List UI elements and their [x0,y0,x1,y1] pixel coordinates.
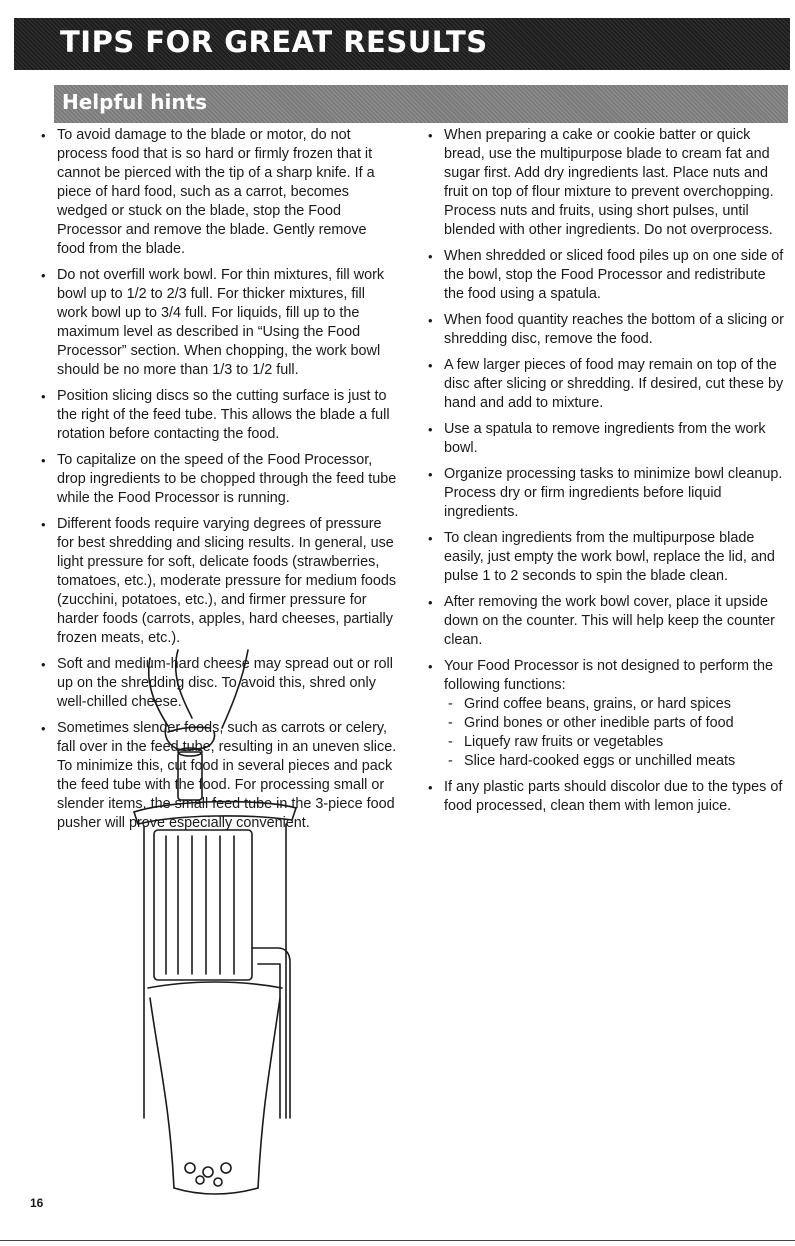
hint-item: • Use a spatula to remove ingredients from the work bowl. [425,420,787,458]
hint-item: • When preparing a cake or cookie batter or quick bread, use the multipurpose blade to cream fat and sugar first. Add dry ingredients last. Place nuts and fruit on top of flour mixture to prevent overchopping. Process nuts and fruits, using short pulses, until blended with other ingredients. Do not overprocess. [425,126,787,240]
hint-item: • After removing the work bowl cover, place it upside down on the counter. This will help keep the counter clean. [425,593,787,650]
hint-item-functions [425,657,787,771]
hint-item: • To capitalize on the speed of the Food Processor, drop ingredients to be chopped through the feed tube while the Food Processor is running. [38,451,398,508]
hint-intro: Your Food Processor is not designed to perform the following functions: [444,658,774,693]
page-number: 16 [30,1196,44,1210]
hints-right-column [425,126,787,823]
hint-item: • A few larger pieces of food may remain on top of the disc after slicing or shredding. If desired, cut these by hand and add to mixture. [425,356,787,413]
hint-item: • To clean ingredients from the multipurpose blade easily, just empty the work bowl, replace the lid, and pulse 1 to 2 seconds to spin the blade clean. [425,529,787,586]
sub-list-item: - Grind coffee beans, grains, or hard spices [444,695,787,714]
not-designed-list [444,695,787,771]
hint-item: • Organize processing tasks to minimize bowl cleanup. Process dry or firm ingredients before liquid ingredients. [425,465,787,522]
hint-item: • Position slicing discs so the cutting surface is just to the right of the feed tube. This allows the blade a full rotation before contacting the food. [38,387,398,444]
hint-item: • To avoid damage to the blade or motor, do not process food that is so hard or firmly frozen that it cannot be pierced with the tip of a sharp knife. If a piece of hard food, such as a carrot, becomes wedged or stuck on the blade, stop the Food Processor and remove the blade. Gently remove food from the blade. [38,126,398,259]
footer-divider [0,1240,795,1241]
sub-list-item: - Liquefy raw fruits or vegetables [444,733,787,752]
hint-item: • When shredded or sliced food piles up on one side of the bowl, stop the Food Processor and redistribute the food using a spatula. [425,247,787,304]
hint-item: • If any plastic parts should discolor due to the types of food processed, clean them with lemon juice. [425,778,787,816]
sub-list-item: - Grind bones or other inedible parts of food [444,714,787,733]
hint-item: • Do not overfill work bowl. For thin mixtures, fill work bowl up to 1/2 to 2/3 full. For thicker mixtures, fill work bowl up to 3/4 full. For liquids, fill up to the maximum level as described in “Using the Food Processor” section. When chopping, the work bowl should be no more than 1/3 to 1/2 full. [38,266,398,380]
sub-list-item: - Slice hard-cooked eggs or unchilled meats [444,752,787,771]
section-title: Helpful hints [62,90,208,114]
hint-item: • Soft and medium-hard cheese may spread out or roll up on the shredding disc. To avoid this, shred only well-chilled cheese. [38,655,398,712]
hint-item: • When food quantity reaches the bottom of a slicing or shredding disc, remove the food. [425,311,787,349]
hint-item: • Sometimes slender foods, such as carrots or celery, fall over in the feed tube, resulting in an uneven slice. To minimize this, cut food in several pieces and pack the feed tube with the food. For processing small or slender items, the small feed tube in the 3-piece food pusher will prove especially convenient. [38,719,398,833]
page-title: TIPS FOR GREAT RESULTS [60,25,488,59]
food-processor-illustration [130,648,300,1230]
hint-item: • Different foods require varying degrees of pressure for best shredding and slicing results. In general, use light pressure for soft, delicate foods (strawberries, tomatoes, etc.), moderate pressure for medium foods (zucchini, potatoes, etc.), and firmer pressure for harder foods (carrots, apples, hard cheeses, partially frozen meats, etc.). [38,515,398,648]
